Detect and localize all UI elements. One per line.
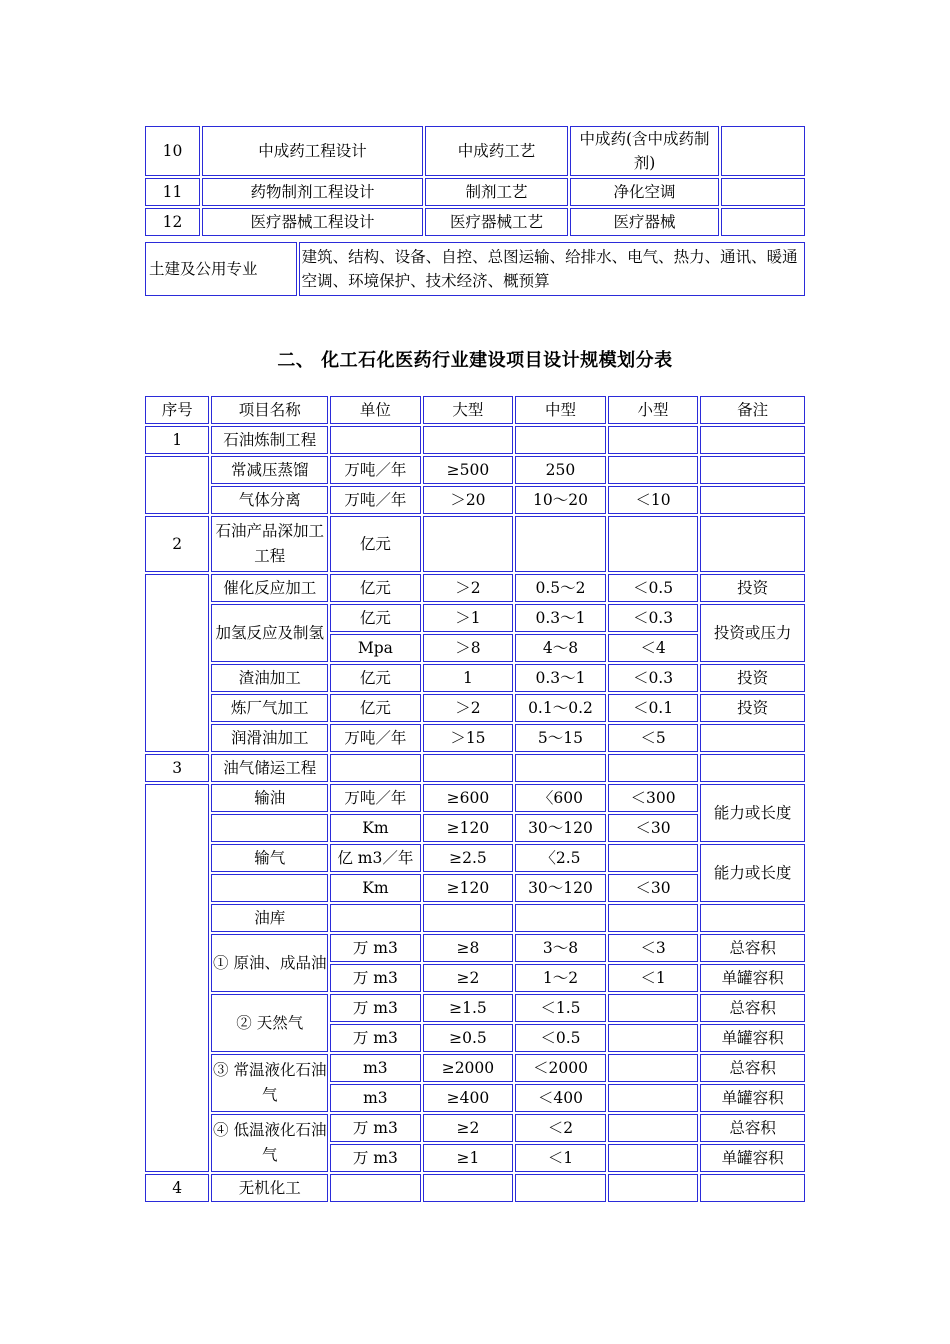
cell: 1 [423,664,514,692]
table-row [145,724,805,752]
cell [145,456,209,514]
cell: 投资或压力 [700,604,805,662]
cell [330,1174,421,1202]
cell: 1 [145,426,209,454]
cell: 石油产品深加工工程 [211,516,328,572]
cell [608,994,699,1022]
cell [700,516,805,572]
cell: ＜2000 [515,1054,606,1082]
cell [721,178,805,206]
cell: ＜2 [515,1114,606,1142]
cell: 单罐容积 [700,1084,805,1112]
cell: 250 [515,456,606,484]
cell: ＜300 [608,784,699,812]
scale-table [143,394,807,1204]
cell [145,574,209,752]
column-header: 序号 [145,396,209,424]
cell: ＜4 [608,634,699,662]
cell [700,724,805,752]
cell [423,754,514,782]
cell [700,754,805,782]
cell: 亿元 [330,574,421,602]
cell: ≥120 [423,814,514,842]
cell: Km [330,874,421,902]
cell: 万吨／年 [330,724,421,752]
cell [700,486,805,514]
cell [423,426,514,454]
cell: 0.3～1 [515,664,606,692]
cell: 12 [145,208,200,236]
cell: 总容积 [700,994,805,1022]
cell [608,1084,699,1112]
table-row [145,694,805,722]
cell: 油库 [211,904,328,932]
table-row [145,994,805,1022]
cell [608,426,699,454]
column-header: 单位 [330,396,421,424]
cell: 0.5～2 [515,574,606,602]
table-row [145,664,805,692]
cell [700,426,805,454]
cell: 30～120 [515,874,606,902]
cell: 投资 [700,664,805,692]
cell: 〈2.5 [515,844,606,872]
cell [330,426,421,454]
cell: ＜0.5 [608,574,699,602]
table-row [145,784,805,812]
table-row [145,1174,805,1202]
cell: m3 [330,1054,421,1082]
cell: 净化空调 [570,178,719,206]
cell: ＞8 [423,634,514,662]
cell [700,904,805,932]
cell: ＜0.1 [608,694,699,722]
table-row [145,604,805,632]
cell [608,456,699,484]
cell: 药物制剂工程设计 [202,178,423,206]
column-header: 小型 [608,396,699,424]
cell: Mpa [330,634,421,662]
cell: ① 原油、成品油 [211,934,328,992]
cell: 催化反应加工 [211,574,328,602]
cell: ＜30 [608,814,699,842]
cell: 气体分离 [211,486,328,514]
cell [515,754,606,782]
table-row [145,426,805,454]
table-row [145,486,805,514]
cell [423,1174,514,1202]
cell: ≥1.5 [423,994,514,1022]
table-row [145,242,805,296]
cell: ≥2.5 [423,844,514,872]
cell: ② 天然气 [211,994,328,1052]
cell: 制剂工艺 [425,178,568,206]
cell: Km [330,814,421,842]
cell: ＜0.3 [608,664,699,692]
cell: ＞20 [423,486,514,514]
civil-table [143,240,807,298]
cell [423,516,514,572]
cell: 总容积 [700,1114,805,1142]
cell: 亿元 [330,694,421,722]
cell: 万吨／年 [330,486,421,514]
cell: ≥2 [423,1114,514,1142]
cell: 4～8 [515,634,606,662]
table-row [145,844,805,872]
section-title: 二、 化工石化医药行业建设项目设计规模划分表 [277,350,673,371]
cell: 医疗器械工程设计 [202,208,423,236]
cell: 总容积 [700,1054,805,1082]
cell [211,874,328,902]
cell [330,754,421,782]
cell: 万 m3 [330,964,421,992]
table-row [145,178,805,206]
cell: 单罐容积 [700,1144,805,1172]
cell: ≥0.5 [423,1024,514,1052]
cell: 1～2 [515,964,606,992]
cell: 投资 [700,694,805,722]
cell: ＜1.5 [515,994,606,1022]
cell: 0.3～1 [515,604,606,632]
cell: ≥400 [423,1084,514,1112]
discipline-table [143,124,807,238]
cell [608,844,699,872]
table-row [145,516,805,572]
cell [515,516,606,572]
cell: ＜1 [608,964,699,992]
cell: 10～20 [515,486,606,514]
cell: ＜1 [515,1144,606,1172]
table-row [145,126,805,176]
cell: 石油炼制工程 [211,426,328,454]
cell: 10 [145,126,200,176]
cell [608,1024,699,1052]
cell: 单罐容积 [700,1024,805,1052]
cell: 单罐容积 [700,964,805,992]
cell: 亿元 [330,516,421,572]
cell: 万 m3 [330,934,421,962]
cell [608,754,699,782]
table-row [145,754,805,782]
cell: ＜10 [608,486,699,514]
cell: ＞2 [423,694,514,722]
cell: 加氢反应及制氢 [211,604,328,662]
cell [330,904,421,932]
cell: 输气 [211,844,328,872]
cell: ≥2000 [423,1054,514,1082]
cell: 5～15 [515,724,606,752]
cell: ≥120 [423,874,514,902]
table-row [145,1114,805,1142]
cell: 医疗器械 [570,208,719,236]
cell: ≥1 [423,1144,514,1172]
cell: ≥500 [423,456,514,484]
table-row [145,1054,805,1082]
cell [700,456,805,484]
table-row [145,934,805,962]
cell [145,784,209,1172]
cell: ≥8 [423,934,514,962]
table-row [145,208,805,236]
cell: ＞1 [423,604,514,632]
cell [721,126,805,176]
table-row [145,574,805,602]
cell: 万 m3 [330,994,421,1022]
cell: 亿元 [330,604,421,632]
cell: 万 m3 [330,1114,421,1142]
cell: 中成药工程设计 [202,126,423,176]
cell: 中成药工艺 [425,126,568,176]
cell [608,904,699,932]
cell: 常减压蒸馏 [211,456,328,484]
cell: 输油 [211,784,328,812]
cell: 总容积 [700,934,805,962]
civil-disciplines: 建筑、结构、设备、自控、总图运输、给排水、电气、热力、通讯、暖通空调、环境保护、技术经济、概预算 [299,242,805,296]
cell [608,1114,699,1142]
cell: ③ 常温液化石油气 [211,1054,328,1112]
cell: 30～120 [515,814,606,842]
cell: 万 m3 [330,1144,421,1172]
cell: 油气储运工程 [211,754,328,782]
cell: ＜3 [608,934,699,962]
cell: 万吨／年 [330,456,421,484]
cell [608,1144,699,1172]
cell: ≥2 [423,964,514,992]
cell [515,426,606,454]
cell: 投资 [700,574,805,602]
cell [721,208,805,236]
cell: ＜30 [608,874,699,902]
cell [608,516,699,572]
cell: ＜400 [515,1084,606,1112]
cell: 万吨／年 [330,784,421,812]
cell: 能力或长度 [700,784,805,842]
cell: 渣油加工 [211,664,328,692]
cell: 2 [145,516,209,572]
cell [608,1054,699,1082]
cell: 3～8 [515,934,606,962]
cell: 亿 m3／年 [330,844,421,872]
cell [211,814,328,842]
cell: 亿元 [330,664,421,692]
cell [515,904,606,932]
cell [700,1174,805,1202]
cell: 中成药(含中成药制剂) [570,126,719,176]
cell: 万 m3 [330,1024,421,1052]
cell: ＞2 [423,574,514,602]
cell: 能力或长度 [700,844,805,902]
column-header: 中型 [515,396,606,424]
cell: ④ 低温液化石油气 [211,1114,328,1172]
table-row [145,904,805,932]
cell: 0.1～0.2 [515,694,606,722]
cell: ＜0.3 [608,604,699,632]
column-header: 大型 [423,396,514,424]
cell: ＜5 [608,724,699,752]
column-header: 项目名称 [211,396,328,424]
cell [423,904,514,932]
cell: 3 [145,754,209,782]
cell [515,1174,606,1202]
column-header: 备注 [700,396,805,424]
table-row [145,456,805,484]
cell: 11 [145,178,200,206]
cell: 炼厂气加工 [211,694,328,722]
cell: 润滑油加工 [211,724,328,752]
cell [608,1174,699,1202]
cell: 无机化工 [211,1174,328,1202]
cell: 医疗器械工艺 [425,208,568,236]
civil-label: 土建及公用专业 [145,242,297,296]
cell: 4 [145,1174,209,1202]
cell: 〈600 [515,784,606,812]
cell: ＞15 [423,724,514,752]
cell: ＜0.5 [515,1024,606,1052]
cell: m3 [330,1084,421,1112]
header-row [145,396,805,424]
cell: ≥600 [423,784,514,812]
